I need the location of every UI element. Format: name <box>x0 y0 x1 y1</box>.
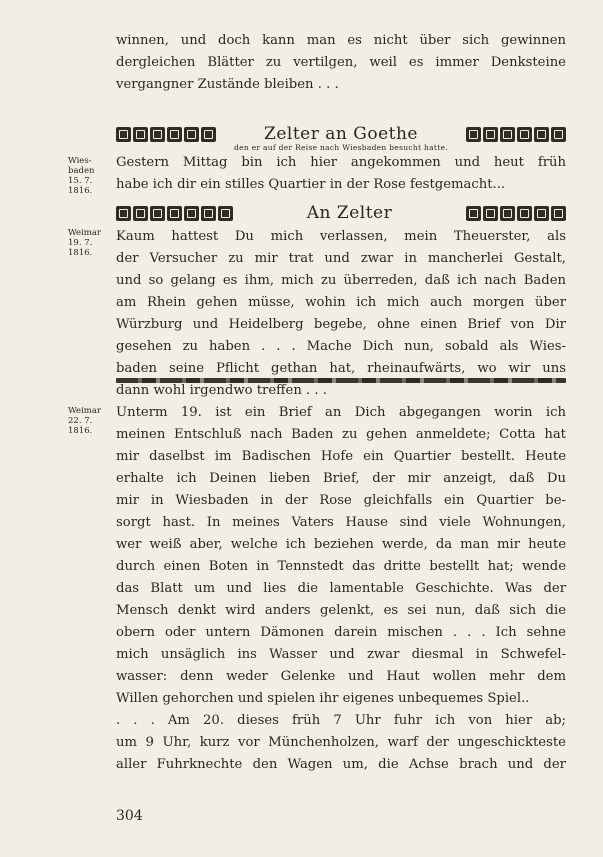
heading-subcaption: den er auf der Reise nach Wiesbaden besucht hatte. <box>234 143 448 152</box>
text-line: dergleichen Blätter zu vertilgen, weil es immer Denksteine <box>116 55 566 70</box>
letter-heading-to-zelter <box>116 202 566 224</box>
ornament-right <box>466 206 566 221</box>
ornament-tile-icon <box>483 206 498 221</box>
letter-paragraph-1 <box>116 152 566 196</box>
letter-heading-zelter-to-goethe <box>116 123 566 145</box>
margin-note-place-date: Weimar 19. 7. 1816. <box>68 228 101 258</box>
text-line: mir daselbst im Badischen Hofe ein Quartier bestellt. Heute <box>116 449 566 464</box>
ornament-tile-icon <box>517 206 532 221</box>
text-line: Würzburg und Heidelberg begebe, ohne einen Brief von Dir <box>116 317 566 332</box>
ornament-tile-icon <box>184 206 199 221</box>
text-line: und so gelang es ihm, mich zu überreden, daß ich nach Baden <box>116 273 566 288</box>
text-line: durch einen Boten in Tennstedt das dritte bestellt hat; wende <box>116 559 566 574</box>
text-line: mir in Wiesbaden in der Rose gleichfalls ein Quartier be- <box>116 493 566 508</box>
ornament-tile-icon <box>184 127 199 142</box>
heading-title: Zelter an Goethe <box>264 124 418 144</box>
text-line: Kaum hattest Du mich verlassen, mein Theuerster, als <box>116 229 566 244</box>
ornament-tile-icon <box>466 206 481 221</box>
ornament-tile-icon <box>150 206 165 221</box>
text-line: dann wohl irgendwo treffen . . . <box>116 383 327 398</box>
text-line: obern oder untern Dämonen darein mischen . . . Ich sehne <box>116 625 566 640</box>
ornament-tile-icon <box>167 127 182 142</box>
ornament-tile-icon <box>500 127 515 142</box>
intro-paragraph <box>116 30 566 96</box>
text-line: Unterm 19. ist ein Brief an Dich abgegangen worin ich <box>116 405 566 420</box>
ornament-tile-icon <box>116 127 131 142</box>
text-line: . . . Am 20. dieses früh 7 Uhr fuhr ich von hier ab; <box>116 713 566 728</box>
text-line: habe ich dir ein stilles Quartier in der Rose festgemacht... <box>116 177 506 192</box>
section-divider <box>116 378 566 383</box>
ornament-tile-icon <box>133 206 148 221</box>
ornament-tile-icon <box>483 127 498 142</box>
letter-paragraph-3 <box>116 402 566 776</box>
ornament-tile-icon <box>534 206 549 221</box>
ornament-tile-icon <box>218 206 233 221</box>
letter-paragraph-2 <box>116 226 566 402</box>
ornament-tile-icon <box>201 206 216 221</box>
text-line: mich unsäglich ins Wasser und zwar diesmal in Schwefel- <box>116 647 566 662</box>
text-line: um 9 Uhr, kurz vor Münchenholzen, warf der ungeschickteste <box>116 735 566 750</box>
text-line: aller Fuhrknechte den Wagen um, die Achse brach und der <box>116 757 566 772</box>
text-line: baden seine Pflicht gethan hat, rheinaufwärts, wo wir uns <box>116 361 566 376</box>
text-line: Mensch denkt wird anders gelenkt, es sei nun, daß sich die <box>116 603 566 618</box>
ornament-tile-icon <box>201 127 216 142</box>
ornament-left <box>116 206 233 221</box>
text-line: erhalte ich Deinen lieben Brief, der mir anzeigt, daß Du <box>116 471 566 486</box>
ornament-tile-icon <box>517 127 532 142</box>
margin-note-place-date: Wies- baden 15. 7. 1816. <box>68 156 95 196</box>
text-line: Willen gehorchen und spielen ihr eigenes unbequemes Spiel.. <box>116 691 530 706</box>
page-number: 304 <box>116 808 143 824</box>
ornament-tile-icon <box>167 206 182 221</box>
text-line: der Versucher zu mir trat und zwar in mancherlei Gestalt, <box>116 251 566 266</box>
heading-title: An Zelter <box>306 203 393 223</box>
ornament-tile-icon <box>534 127 549 142</box>
ornament-left <box>116 127 216 142</box>
margin-note-place-date: Weimar 22. 7. 1816. <box>68 406 101 436</box>
text-line: wer weiß aber, welche ich beziehen werde, da man mir heute <box>116 537 566 552</box>
ornament-right <box>466 127 566 142</box>
ornament-tile-icon <box>466 127 481 142</box>
text-line: sorgt hast. In meines Vaters Hause sind viele Wohnungen, <box>116 515 566 530</box>
text-line: vergangner Zustände bleiben . . . <box>116 77 339 92</box>
text-line: am Rhein gehen müsse, wohin ich mich auch morgen über <box>116 295 566 310</box>
text-line: gesehen zu haben . . . Mache Dich nun, sobald als Wies- <box>116 339 566 354</box>
text-line: Gestern Mittag bin ich hier angekommen und heut früh <box>116 155 566 170</box>
text-line: meinen Entschluß nach Baden zu gehen anmeldete; Cotta hat <box>116 427 566 442</box>
text-line: winnen, und doch kann man es nicht über sich gewinnen <box>116 33 566 48</box>
ornament-tile-icon <box>551 206 566 221</box>
text-line: das Blatt um und lies die lamentable Geschichte. Was der <box>116 581 566 596</box>
ornament-tile-icon <box>133 127 148 142</box>
ornament-tile-icon <box>116 206 131 221</box>
ornament-tile-icon <box>551 127 566 142</box>
text-line: wasser: denn weder Gelenke und Haut wollen mehr dem <box>116 669 566 684</box>
ornament-tile-icon <box>500 206 515 221</box>
ornament-tile-icon <box>150 127 165 142</box>
